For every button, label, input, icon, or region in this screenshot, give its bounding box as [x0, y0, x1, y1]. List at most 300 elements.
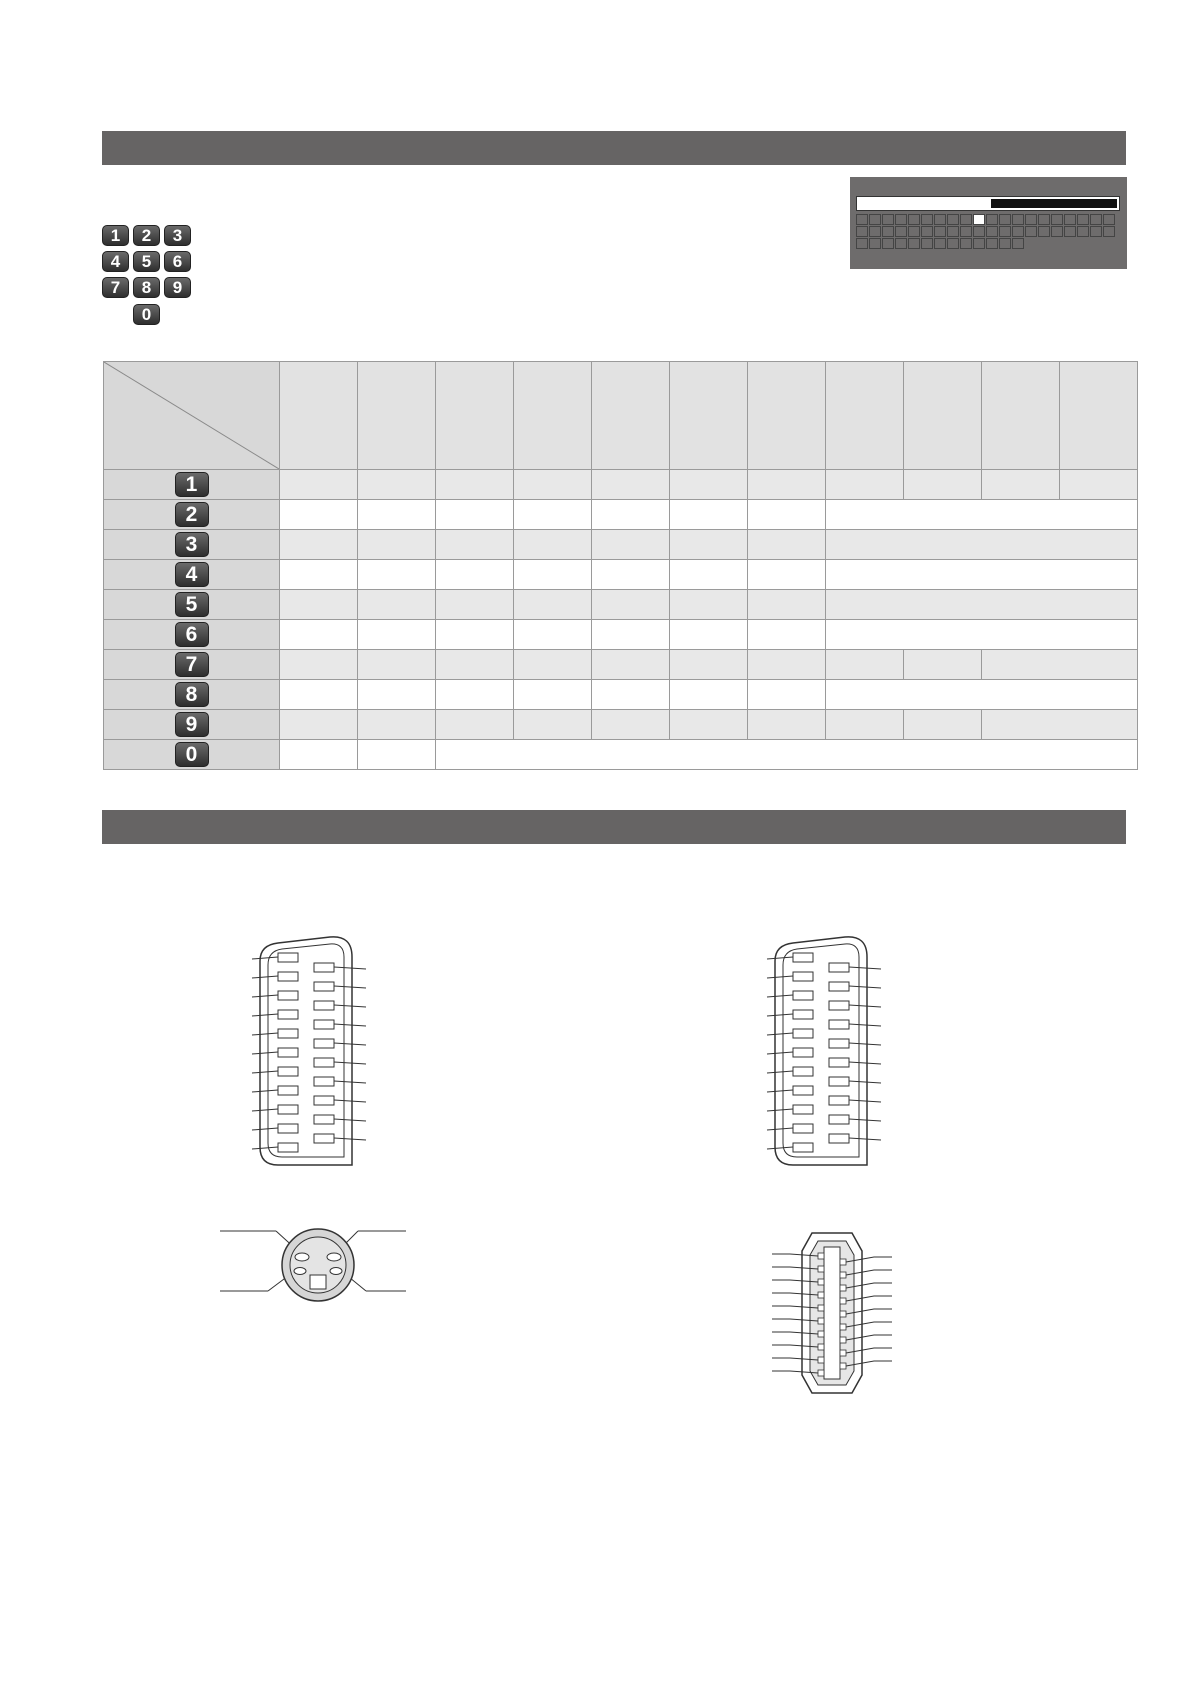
scart-leader-line — [849, 986, 881, 988]
osd-grid-cell — [856, 238, 868, 249]
scart-pin — [278, 953, 298, 962]
table-cell-merged — [826, 680, 1138, 710]
table-row — [104, 650, 1138, 680]
table-cell — [592, 710, 670, 740]
table-cell — [514, 500, 592, 530]
scart-pin — [314, 1001, 334, 1010]
key-5: 5 — [133, 251, 160, 272]
osd-grid-cell — [856, 214, 868, 225]
scart-leader-line — [849, 1081, 881, 1083]
scart-pin — [278, 1105, 298, 1114]
table-cell — [670, 590, 748, 620]
scart-leader-line — [252, 1109, 278, 1111]
table-row — [104, 710, 1138, 740]
table-cell — [358, 710, 436, 740]
scart-av2-icon — [765, 935, 885, 1175]
scart-leader-line — [767, 957, 793, 959]
table-cell — [280, 590, 358, 620]
osd-grid-cell — [973, 226, 985, 237]
osd-grid-cell — [882, 226, 894, 237]
osd-grid-cell — [1038, 214, 1050, 225]
table-cell — [670, 680, 748, 710]
column-header — [592, 362, 670, 470]
table-cell — [280, 500, 358, 530]
table-cell — [436, 680, 514, 710]
table-cell-merged — [826, 500, 1138, 530]
scart-pin — [278, 1048, 298, 1057]
scart-pin — [314, 1096, 334, 1105]
osd-grid-cell — [1038, 226, 1050, 237]
scart-leader-line — [334, 1005, 366, 1007]
osd-grid-cell — [908, 238, 920, 249]
scart-pin — [278, 1029, 298, 1038]
table-cell — [592, 560, 670, 590]
key-1-icon: 1 — [175, 472, 209, 497]
scart-leader-line — [334, 1062, 366, 1064]
scart-leader-line — [767, 1109, 793, 1111]
table-cell — [592, 500, 670, 530]
osd-grid-cell — [1077, 214, 1089, 225]
scart-leader-line — [849, 1138, 881, 1140]
section-bar-pin-information — [102, 810, 1126, 844]
scart-pin — [829, 963, 849, 972]
scart-pin — [793, 1048, 813, 1057]
table-cell — [1060, 470, 1138, 500]
column-header — [670, 362, 748, 470]
row-key-cell — [104, 470, 280, 500]
osd-grid-cell — [947, 226, 959, 237]
row-key-cell — [104, 740, 280, 770]
osd-grid-cell — [895, 238, 907, 249]
scart-leader-line — [849, 967, 881, 969]
scart-leader-line — [252, 1090, 278, 1092]
osd-grid-cell — [1051, 214, 1063, 225]
table-cell — [436, 470, 514, 500]
scart-leader-line — [849, 1043, 881, 1045]
scart-leader-line — [334, 1081, 366, 1083]
table-cell — [982, 470, 1060, 500]
scart-leader-line — [767, 995, 793, 997]
scart-leader-line — [767, 1147, 793, 1149]
table-cell-merged — [982, 650, 1138, 680]
table-cell — [436, 530, 514, 560]
row-key-cell — [104, 710, 280, 740]
osd-grid-cell — [882, 238, 894, 249]
hdmi-pin — [818, 1292, 824, 1298]
scart-pin — [278, 1143, 298, 1152]
osd-grid-cell — [869, 226, 881, 237]
character-table — [103, 361, 1138, 770]
osd-grid-cell — [1012, 214, 1024, 225]
row-key-cell — [104, 590, 280, 620]
table-cell-merged — [826, 560, 1138, 590]
scart-leader-line — [767, 1052, 793, 1054]
table-cell — [514, 470, 592, 500]
scart-leader-line — [767, 1090, 793, 1092]
scart-pin — [314, 1039, 334, 1048]
table-row — [104, 590, 1138, 620]
osd-grid-cell — [1090, 226, 1102, 237]
table-corner-cell — [104, 362, 280, 470]
hdmi-pin — [840, 1285, 846, 1291]
table-cell — [592, 470, 670, 500]
scart-leader-line — [767, 1128, 793, 1130]
osd-grid-cell — [1012, 238, 1024, 249]
scart-leader-line — [334, 986, 366, 988]
table-cell — [904, 650, 982, 680]
osd-grid-cell — [934, 226, 946, 237]
hdmi-pin — [840, 1272, 846, 1278]
osd-grid-cell — [921, 214, 933, 225]
scart-pin — [793, 1029, 813, 1038]
scart-pin — [829, 1020, 849, 1029]
osd-grid-cell — [908, 214, 920, 225]
osd-grid-cell — [869, 238, 881, 249]
osd-grid-cell — [934, 238, 946, 249]
row-key-cell — [104, 530, 280, 560]
row-key-cell — [104, 620, 280, 650]
hdmi-icon — [770, 1225, 900, 1405]
osd-grid-cell — [1012, 226, 1024, 237]
table-cell — [748, 680, 826, 710]
scart-pin — [793, 1124, 813, 1133]
table-cell — [514, 710, 592, 740]
table-row — [104, 740, 1138, 770]
scart-leader-line — [849, 1100, 881, 1102]
key-0-icon: 0 — [175, 742, 209, 767]
table-cell — [436, 650, 514, 680]
table-cell — [358, 590, 436, 620]
scart-leader-line — [252, 957, 278, 959]
table-cell — [280, 530, 358, 560]
osd-grid-cell — [986, 214, 998, 225]
scart-leader-line — [252, 1071, 278, 1073]
key-5-icon: 5 — [175, 592, 209, 617]
table-row — [104, 530, 1138, 560]
osd-grid-cell — [999, 226, 1011, 237]
scart-leader-line — [334, 1100, 366, 1102]
key-3-icon: 3 — [175, 532, 209, 557]
osd-selected-cell — [973, 214, 985, 225]
osd-grid-cell — [960, 214, 972, 225]
osd-grid-cell — [934, 214, 946, 225]
scart-pin — [314, 1077, 334, 1086]
table-cell — [670, 650, 748, 680]
osd-grid-cell — [1090, 214, 1102, 225]
scart-pin — [314, 982, 334, 991]
table-cell — [670, 620, 748, 650]
scart-leader-line — [849, 1024, 881, 1026]
table-cell-merged — [826, 590, 1138, 620]
table-cell-merged — [826, 530, 1138, 560]
table-cell — [592, 590, 670, 620]
s-video-icon — [218, 1225, 418, 1305]
osd-grid-cell — [960, 238, 972, 249]
scart-leader-line — [252, 1014, 278, 1016]
key-4: 4 — [102, 251, 129, 272]
table-cell — [280, 710, 358, 740]
key-7: 7 — [102, 277, 129, 298]
osd-grid-cell — [1103, 214, 1115, 225]
input-field-fill — [991, 199, 1117, 208]
osd-grid-cell — [921, 226, 933, 237]
row-key-cell — [104, 500, 280, 530]
name-input-field — [856, 196, 1120, 211]
table-cell — [280, 650, 358, 680]
key-9: 9 — [164, 277, 191, 298]
key-2: 2 — [133, 225, 160, 246]
scart-pin — [793, 1067, 813, 1076]
hdmi-pin — [840, 1298, 846, 1304]
osd-grid-cell — [986, 238, 998, 249]
hdmi-pin — [840, 1259, 846, 1265]
scart-pin — [314, 1115, 334, 1124]
table-cell — [826, 470, 904, 500]
table-cell — [514, 680, 592, 710]
table-cell — [514, 590, 592, 620]
scart-leader-line — [767, 1071, 793, 1073]
scart-leader-line — [252, 1128, 278, 1130]
scart-pin — [793, 1143, 813, 1152]
scart-pins — [252, 953, 366, 1152]
hdmi-pin — [818, 1344, 824, 1350]
table-cell — [748, 500, 826, 530]
table-cell — [670, 530, 748, 560]
scart-leader-line — [767, 1033, 793, 1035]
osd-grid-cell — [1064, 214, 1076, 225]
hdmi-pin — [840, 1363, 846, 1369]
scart-leader-line — [334, 1119, 366, 1121]
scart-pin — [829, 982, 849, 991]
table-cell — [436, 590, 514, 620]
key-4-icon: 4 — [175, 562, 209, 587]
table-cell — [358, 740, 436, 770]
scart-leader-line — [252, 1147, 278, 1149]
table-cell — [592, 620, 670, 650]
table-cell — [436, 560, 514, 590]
hdmi-pin — [818, 1279, 824, 1285]
scart-pin — [793, 1086, 813, 1095]
table-cell — [358, 500, 436, 530]
scart-pin — [278, 1124, 298, 1133]
column-header — [1060, 362, 1138, 470]
table-row — [104, 560, 1138, 590]
key-1: 1 — [102, 225, 129, 246]
hdmi-pin — [818, 1370, 824, 1376]
scart-leader-line — [849, 1005, 881, 1007]
key-7-icon: 7 — [175, 652, 209, 677]
osd-grid-cell — [1025, 226, 1037, 237]
scart-pin — [829, 1134, 849, 1143]
table-cell — [904, 470, 982, 500]
table-cell — [280, 470, 358, 500]
table-cell — [280, 740, 358, 770]
osd-grid-cell — [921, 238, 933, 249]
on-screen-keyboard-illustration — [850, 177, 1127, 269]
osd-grid-cell — [895, 214, 907, 225]
scart-pin — [829, 1001, 849, 1010]
scart-pin — [829, 1096, 849, 1105]
table-cell-merged — [436, 740, 1138, 770]
osd-grid-cell — [882, 214, 894, 225]
scart-leader-line — [334, 1043, 366, 1045]
column-header — [826, 362, 904, 470]
scart-pin — [278, 1086, 298, 1095]
table-cell — [436, 710, 514, 740]
scart-pins — [767, 953, 881, 1152]
table-cell — [592, 530, 670, 560]
scart-leader-line — [849, 1119, 881, 1121]
table-cell — [358, 650, 436, 680]
table-cell — [280, 560, 358, 590]
table-cell — [826, 650, 904, 680]
table-cell — [670, 560, 748, 590]
osd-grid-cell — [869, 214, 881, 225]
table-cell — [514, 530, 592, 560]
table-cell — [592, 650, 670, 680]
hdmi-pin — [840, 1311, 846, 1317]
osd-grid-cell — [1064, 226, 1076, 237]
osd-grid-cell — [856, 226, 868, 237]
table-cell — [358, 620, 436, 650]
osd-grid-cell — [1025, 214, 1037, 225]
table-cell — [748, 470, 826, 500]
hdmi-pin — [818, 1305, 824, 1311]
scart-leader-line — [334, 967, 366, 969]
table-cell-merged — [982, 710, 1138, 740]
table-row — [104, 680, 1138, 710]
section-bar-character-input — [102, 131, 1126, 165]
osd-grid-cell — [973, 238, 985, 249]
key-9-icon: 9 — [175, 712, 209, 737]
scart-pin — [829, 1039, 849, 1048]
table-cell — [436, 620, 514, 650]
osd-grid-cell — [895, 226, 907, 237]
scart-pin — [793, 991, 813, 1000]
table-cell — [358, 530, 436, 560]
table-cell — [748, 530, 826, 560]
scart-pin — [314, 1058, 334, 1067]
table-cell — [904, 710, 982, 740]
osd-grid-cell — [947, 214, 959, 225]
table-cell — [280, 620, 358, 650]
osd-grid-cell — [1077, 226, 1089, 237]
table-row — [104, 500, 1138, 530]
scart-av1-icon — [250, 935, 370, 1175]
osd-grid-cell — [986, 226, 998, 237]
table-cell — [358, 470, 436, 500]
column-header — [280, 362, 358, 470]
row-key-cell — [104, 650, 280, 680]
table-cell — [670, 710, 748, 740]
scart-pin — [314, 963, 334, 972]
table-row — [104, 620, 1138, 650]
table-cell — [670, 500, 748, 530]
osd-grid-cell — [1051, 226, 1063, 237]
corner-diagonal — [104, 362, 279, 469]
row-key-cell — [104, 680, 280, 710]
hdmi-pin — [818, 1266, 824, 1272]
scart-leader-line — [252, 1052, 278, 1054]
table-cell — [748, 710, 826, 740]
table-cell — [280, 680, 358, 710]
scart-pin — [314, 1134, 334, 1143]
table-cell — [358, 560, 436, 590]
table-cell — [748, 650, 826, 680]
hdmi-pin — [840, 1324, 846, 1330]
osd-grid-cell — [1103, 226, 1115, 237]
scart-pin — [829, 1077, 849, 1086]
column-header — [748, 362, 826, 470]
table-cell-merged — [826, 620, 1138, 650]
scart-pin — [793, 953, 813, 962]
scart-pin — [278, 991, 298, 1000]
scart-pin — [829, 1115, 849, 1124]
scart-pin — [278, 1010, 298, 1019]
scart-pin — [314, 1020, 334, 1029]
column-header — [514, 362, 592, 470]
key-0: 0 — [133, 304, 160, 325]
scart-leader-line — [334, 1138, 366, 1140]
scart-pin — [793, 1010, 813, 1019]
table-cell — [592, 680, 670, 710]
scart-pin — [793, 1105, 813, 1114]
table-cell — [748, 560, 826, 590]
table-cell — [670, 470, 748, 500]
osd-grid-cell — [999, 214, 1011, 225]
key-6: 6 — [164, 251, 191, 272]
table-cell — [748, 620, 826, 650]
hdmi-pin — [818, 1253, 824, 1259]
osd-grid-cell — [947, 238, 959, 249]
osd-grid-cell — [908, 226, 920, 237]
table-cell — [514, 560, 592, 590]
scart-pin — [829, 1058, 849, 1067]
scart-pin — [278, 972, 298, 981]
osd-grid-cell — [960, 226, 972, 237]
table-row — [104, 470, 1138, 500]
hdmi-pin — [818, 1357, 824, 1363]
key-8-icon: 8 — [175, 682, 209, 707]
scart-leader-line — [767, 976, 793, 978]
table-cell — [358, 680, 436, 710]
osd-grid-cell — [999, 238, 1011, 249]
scart-leader-line — [252, 995, 278, 997]
scart-leader-line — [849, 1062, 881, 1064]
key-2-icon: 2 — [175, 502, 209, 527]
column-header — [904, 362, 982, 470]
row-key-cell — [104, 560, 280, 590]
scart-pin — [278, 1067, 298, 1076]
table-cell — [514, 650, 592, 680]
scart-leader-line — [767, 1014, 793, 1016]
column-header — [982, 362, 1060, 470]
table-cell — [748, 590, 826, 620]
scart-leader-line — [252, 1033, 278, 1035]
column-header — [358, 362, 436, 470]
column-header — [436, 362, 514, 470]
scart-pin — [793, 972, 813, 981]
table-cell — [826, 710, 904, 740]
table-cell — [514, 620, 592, 650]
key-3: 3 — [164, 225, 191, 246]
hdmi-pin — [818, 1331, 824, 1337]
key-8: 8 — [133, 277, 160, 298]
hdmi-pin — [840, 1350, 846, 1356]
hdmi-pin — [840, 1337, 846, 1343]
table-cell — [436, 500, 514, 530]
scart-leader-line — [252, 976, 278, 978]
